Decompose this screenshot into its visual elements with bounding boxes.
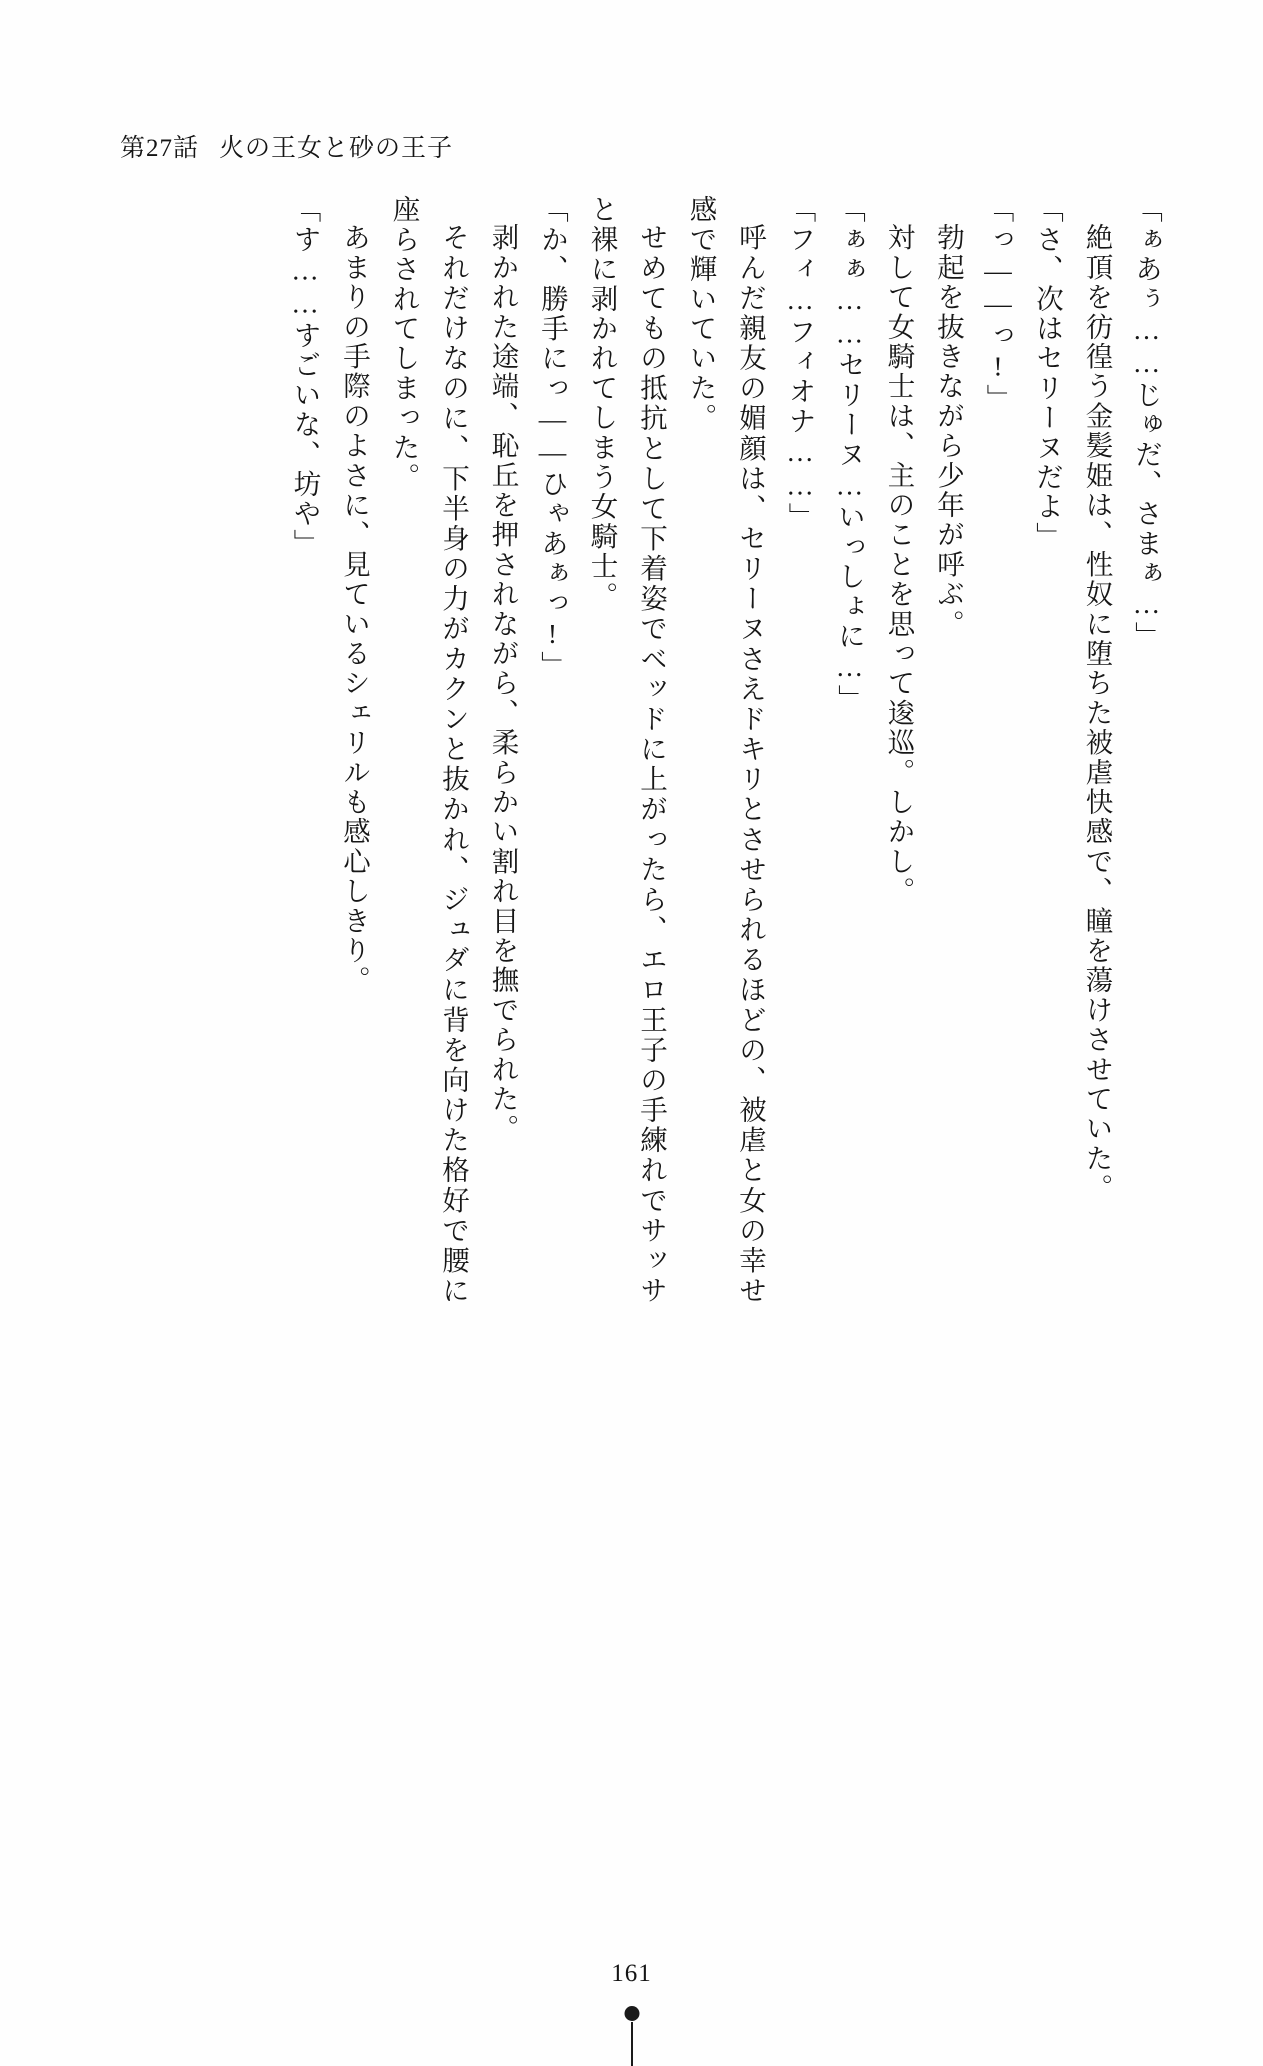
paragraph: 「フィ…フィオナ……」 xyxy=(784,195,816,533)
decoration-dot-icon xyxy=(624,2006,639,2021)
paragraph: せめてもの抵抗として下着姿でベッドに上がったら、エロ王子の手練れでサッサと裸に剥かれてしまう女騎士。 xyxy=(586,195,667,1305)
paragraph: それだけなのに、下半身の力がカクンと抜かれ、ジュダに背を向けた格好で腰に座らされてしまった。 xyxy=(388,195,469,1305)
running-head xyxy=(120,128,453,164)
paragraph: 「っ——っ!」 xyxy=(982,195,1014,414)
paragraph: 呼んだ親友の媚顔は、セリーヌさえドキリとさせられるほどの、被虐と女の幸せ感で輝いていた。 xyxy=(685,195,766,1305)
body-text xyxy=(191,195,1171,1305)
decoration-rule xyxy=(631,2022,633,2066)
paragraph: あまりの手際のよさに、見ているシェリルも感心しきり。 xyxy=(339,222,370,995)
paragraph: 「さ、次はセリーヌだよ」 xyxy=(1032,195,1063,552)
paragraph: 絶頂を彷徨う金髪姫は、性奴に堕ちた被虐快感で、瞳を蕩けさせていた。 xyxy=(1081,222,1113,1203)
paragraph: 「か、勝手にっ——ひゃあぁっ!」 xyxy=(537,195,568,681)
paragraph: 「す……すごいな、坊や」 xyxy=(289,195,321,559)
paragraph: 「ぁあぅ……じゅだ、さまぁ…」 xyxy=(1131,195,1162,651)
paragraph: 「ぁぁ……セリーヌ…いっしょに…」 xyxy=(834,195,865,714)
paragraph: 勃起を抜きながら少年が呼ぶ。 xyxy=(933,222,964,639)
chapter-number: 第27話 xyxy=(120,135,200,162)
paragraph: 対して女騎士は、主のことを思って逡巡。しかし。 xyxy=(883,222,915,906)
page-number: 161 xyxy=(611,1960,652,1987)
chapter-title: 火の王女と砂の王子 xyxy=(219,135,454,162)
paragraph: 剥かれた途端、恥丘を押されながら、柔らかい割れ目を撫でられた。 xyxy=(487,222,519,1144)
page-decoration-mark xyxy=(621,2006,643,2066)
